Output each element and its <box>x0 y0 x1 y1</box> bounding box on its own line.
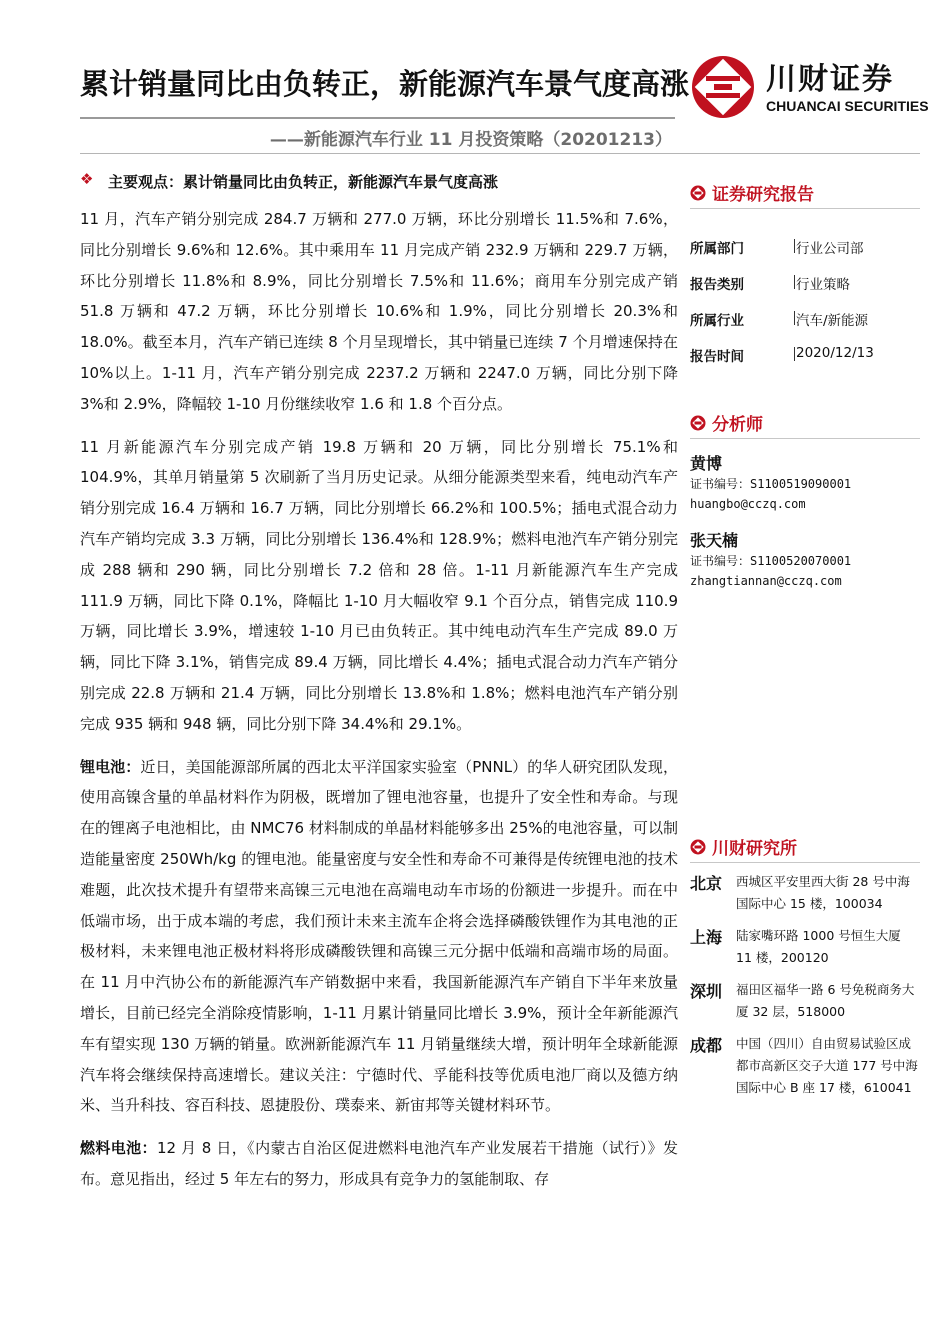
office-address: 西城区平安里西大街 28 号中海国际中心 15 楼，100034 <box>736 874 910 911</box>
institute-title: 川财研究所 <box>712 839 797 859</box>
analyst-name: 张天楠 <box>690 531 739 550</box>
diamond-bullet-icon: ❖ <box>80 170 94 188</box>
info-value: 2020/12/13 <box>796 345 874 361</box>
logo-bullet-icon <box>690 415 706 431</box>
institute-header <box>690 834 920 863</box>
office-beijing <box>690 871 920 915</box>
analyst-email[interactable]: zhangtiannan@cczq.com <box>690 574 842 588</box>
office-address: 中国（四川）自由贸易试验区成都市高新区交子大道 177 号中海国际中心 B 座 17 楼，610041 <box>736 1036 918 1095</box>
analyst-entry <box>690 528 920 591</box>
lithium-battery-label: 锂电池： <box>80 757 141 776</box>
report-title: 累计销量同比由负转正，新能源汽车景气度高涨 <box>80 67 690 101</box>
office-address: 陆家嘴环路 1000 号恒生大厦 11 楼，200120 <box>736 928 901 965</box>
info-row-date <box>690 337 920 373</box>
report-info-header <box>690 180 920 209</box>
info-key: 报告类别 <box>690 277 744 293</box>
fuel-cell-text: 12 月 8 日，《内蒙古自治区促进燃料电池汽车产业发展若干措施（试行）》发布。意见指出，经过 5 年左右的努力，形成具有竞争力的氢能制取、存 <box>80 1139 678 1188</box>
institute-panel <box>690 834 920 1099</box>
header-rule <box>80 117 675 119</box>
fuel-cell-label: 燃料电池： <box>80 1139 157 1158</box>
info-row-industry <box>690 301 920 337</box>
info-value: 行业公司部 <box>796 241 864 257</box>
chuancai-logo-icon <box>690 54 756 120</box>
office-city: 上海 <box>690 928 723 947</box>
office-address: 福田区福华一路 6 号免税商务大厦 32 层，518000 <box>736 982 915 1019</box>
analyst-entry <box>690 451 920 514</box>
logo-bullet-icon <box>690 185 706 201</box>
analyst-title: 分析师 <box>712 415 763 435</box>
analyst-cert: 证书编号：S1100520070001 <box>690 554 852 568</box>
office-chengdu <box>690 1033 920 1099</box>
report-info-panel <box>690 180 920 373</box>
analyst-header <box>690 410 920 439</box>
office-city: 深圳 <box>690 982 723 1001</box>
info-key: 报告时间 <box>690 349 744 365</box>
company-logo <box>690 52 929 122</box>
analyst-cert: 证书编号：S1100519090001 <box>690 477 852 491</box>
office-city: 北京 <box>690 874 723 893</box>
info-key: 所属部门 <box>690 241 744 257</box>
office-shenzhen <box>690 979 920 1023</box>
paragraph-fuel-cell <box>80 1133 678 1195</box>
info-row-category <box>690 265 920 301</box>
header-divider <box>80 153 920 154</box>
paragraph-auto-sales: 11 月，汽车产销分别完成 284.7 万辆和 277.0 万辆，环比分别增长 11.5%和 7.6%，同比分别增长 9.6%和 12.6%。其中乘用车 11 月完成产销 232.9 万辆和 229.7 万辆，环比分别增长 11.8%和 8.9%，同比分别增长 7.5%和 11.6%；商用车分别完成产销 51.8 万辆和 47.2 万辆，环比分别增长 10.6%和 1.9%，同比分别增长 20.3%和 18.0%。截至本月，汽车产销已连续 8 个月呈现增长，其中销量已连续 7 个月增速保持在 10%以上。1-11 月，汽车产销分别完成 2237.2 万辆和 2247.0 万辆，同比分别下降 3%和 2.9%，降幅较 1-10 月份继续收窄 1.6 和 1.8 个百分点。 <box>80 210 678 413</box>
main-content <box>80 168 678 1207</box>
info-row-department <box>690 229 920 265</box>
key-point <box>80 168 678 198</box>
info-value: 汽车/新能源 <box>796 313 869 329</box>
paragraph-nev-sales: 11 月新能源汽车分别完成产销 19.8 万辆和 20 万辆，同比分别增长 75.1%和 104.9%，其单月销量第 5 次刷新了当月历史记录。从细分能源类型来看，纯电动汽车产销分别完成 16.4 万辆和 16.7 万辆，同比分别增长 66.2%和 100.5%；插电式混合动力汽车产销均完成 3.3 万辆，同比分别增长 136.4%和 128.9%；燃料电池汽车产销分别完成 288 辆和 290 辆，同比分别增长 7.2 倍和 28 倍。1-11 月新能源汽车生产完成 111.9 万辆，同比下降 0.1%，降幅比 1-10 月大幅收窄 9.1 个百分点，销售完成 110.9 万辆，同比增长 3.9%，增速较 1-10 月已由负转正。其中纯电动汽车生产完成 89.0 万辆，同比下降 3.1%，销售完成 89.4 万辆，同比增长 4.4%；插电式混合动力汽车产销分别完成 22.8 万辆和 21.4 万辆，同比分别增长 13.8%和 1.8%；燃料电池汽车产销分别完成 935 辆和 948 辆，同比分别下降 34.4%和 29.1%。 <box>80 437 678 733</box>
info-key: 所属行业 <box>690 313 744 329</box>
office-city: 成都 <box>690 1036 723 1055</box>
analyst-name: 黄博 <box>690 454 723 473</box>
info-value: 行业策略 <box>796 277 850 293</box>
report-info-title: 证券研究报告 <box>712 185 814 205</box>
paragraph-lithium-battery <box>80 752 678 1122</box>
logo-bullet-icon <box>690 839 706 855</box>
analyst-panel <box>690 410 920 591</box>
logo-english-name: CHUANCAI SECURITIES <box>766 98 929 114</box>
lithium-battery-text: 近日，美国能源部所属的西北太平洋国家实验室（PNNL）的华人研究团队发现，使用高镍含量的单晶材料作为阴极，既增加了锂电池容量，也提升了安全性和寿命。与现在的锂离子电池相比，由 NMC76 材料制成的单晶材料能够多出 25%的电池容量，可以制造能量密度 250Wh/kg 的锂电池。能量密度与安全性和寿命不可兼得是传统锂电池的技术难题，此次技术提升有望带来高镍三元电池在高端电动车市场的份额进一步提升。而在中低端市场，出于成本端的考虑，我们预计未来主流车企将会选择磷酸铁锂作为其电池的正极材料，未来锂电池正极材料将形成磷酸铁锂和高镍三元分据中低端和高端市场的局面。在 11 月中汽协公布的新能源汽车产销数据中来看，我国新能源汽车产销自下半年来放量增长，目前已经完全消除疫情影响，1-11 月累计销量同比增长 3.9%，预计全年新能源汽车有望实现 130 万辆的销量。欧洲新能源汽车 11 月销量继续大增，预计明年全球新能源汽车将会继续保持高速增长。建议关注：宁德时代、孚能科技等优质电池厂商以及德方纳米、当升科技、容百科技、恩捷股份、璞泰来、新宙邦等关键材料环节。 <box>80 757 678 1115</box>
report-subtitle: ——新能源汽车行业 11 月投资策略（20201213） <box>269 130 672 150</box>
analyst-email[interactable]: huangbo@cczq.com <box>690 497 806 511</box>
key-point-text: 主要观点：累计销量同比由负转正，新能源汽车景气度高涨 <box>108 173 499 191</box>
office-shanghai <box>690 925 920 969</box>
logo-chinese-name: 川财证券 <box>766 62 894 97</box>
